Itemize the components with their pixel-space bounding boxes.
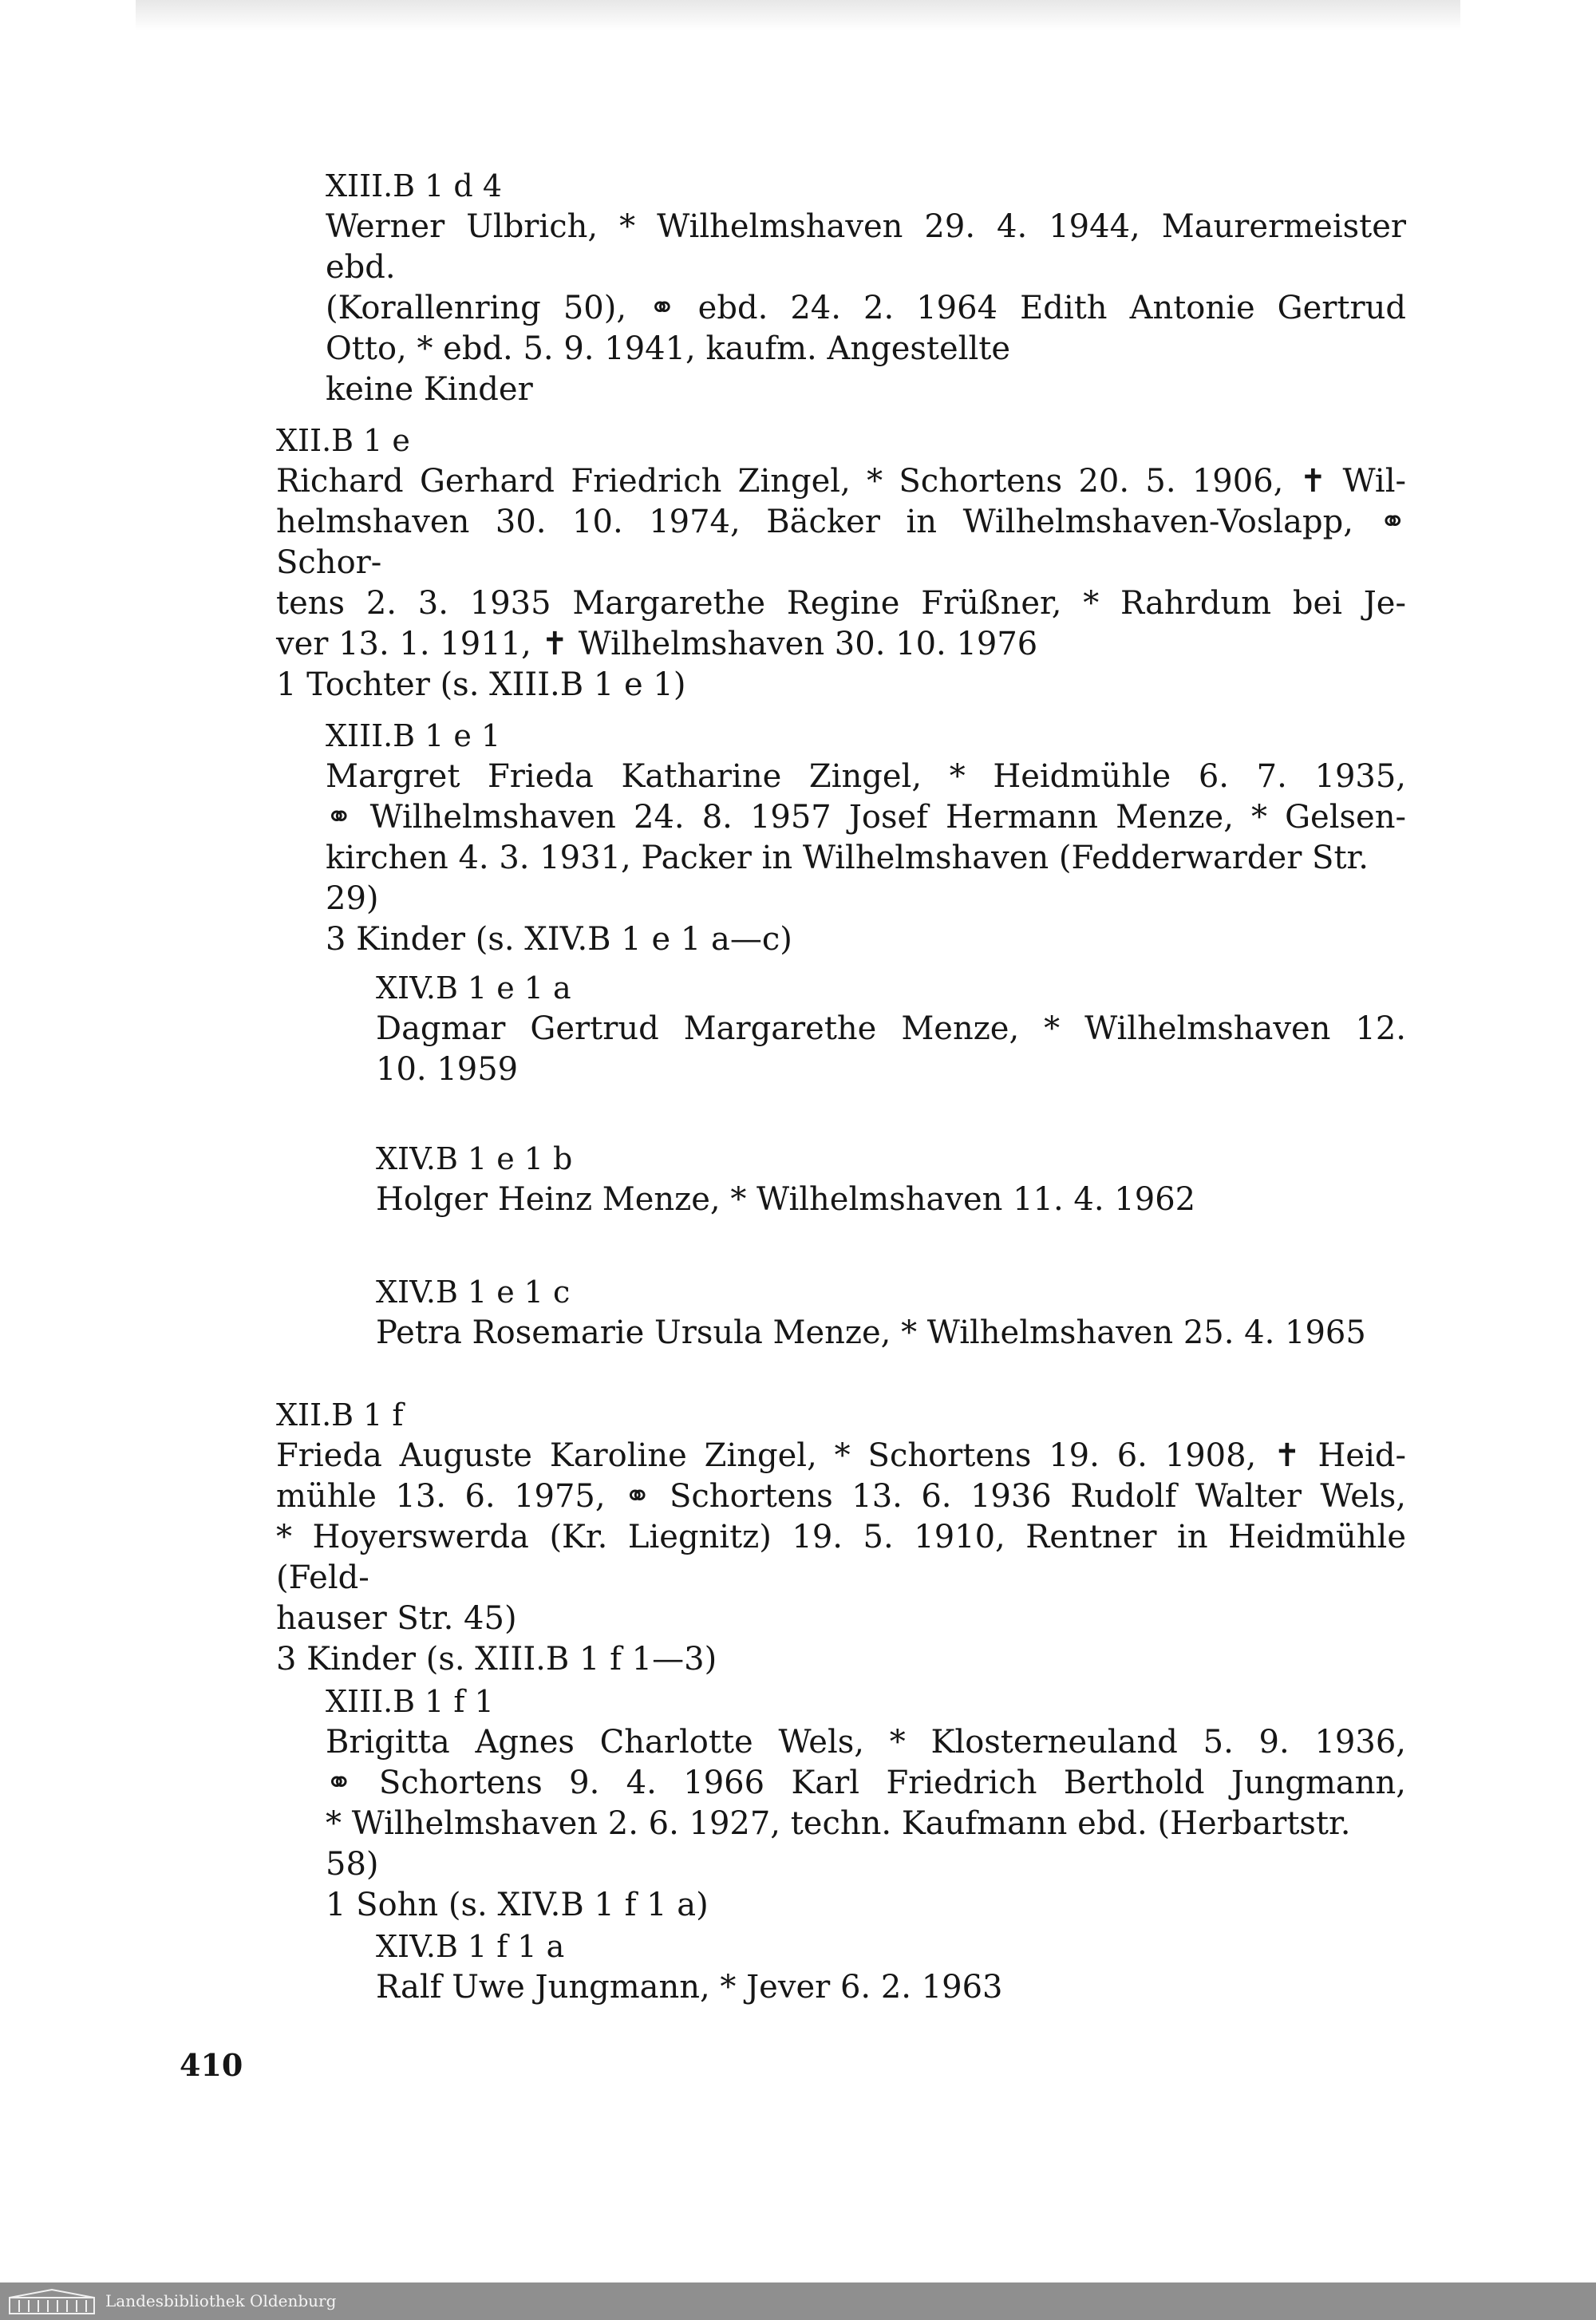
entry-text <box>276 1436 1406 1639</box>
entry-line: Frieda Auguste Karoline Zingel, * Schortens 19. 6. 1908, ✝ Heid- <box>276 1437 1406 1474</box>
library-building-icon <box>8 2288 96 2315</box>
entry-line: * Hoyerswerda (Kr. Liegnitz) 19. 5. 1910, Rentner in Heidmühle (Feld- <box>276 1519 1406 1596</box>
entry-line: Brigitta Agnes Charlotte Wels, * Klosterneuland 5. 9. 1936, <box>326 1724 1406 1761</box>
entry-id: XII.B 1 e <box>276 423 410 458</box>
genealogy-entry <box>326 716 1406 960</box>
entry-line: Richard Gerhard Friedrich Zingel, * Schortens 20. 5. 1906, ✝ Wil- <box>276 463 1406 500</box>
entry-line: kirchen 4. 3. 1931, Packer in Wilhelmshaven (Fedderwarder Str. 29) <box>326 840 1369 917</box>
genealogy-entry <box>376 1927 1406 2008</box>
library-name: Landesbibliothek Oldenburg <box>105 2291 337 2310</box>
entry-line: Ralf Uwe Jungmann, * Jever 6. 2. 1963 <box>376 1969 1003 2006</box>
entry-children: 3 Kinder (s. XIV.B 1 e 1 a—c) <box>326 921 792 958</box>
entry-id: XIV.B 1 e 1 c <box>376 1275 571 1310</box>
genealogy-entry <box>376 1272 1406 1354</box>
entry-id: XII.B 1 f <box>276 1397 404 1433</box>
entry-text <box>326 757 1406 919</box>
entry-text <box>376 1180 1406 1220</box>
entry-id: XIV.B 1 f 1 a <box>376 1929 565 1964</box>
entry-children: 1 Sohn (s. XIV.B 1 f 1 a) <box>326 1887 709 1923</box>
genealogy-entry <box>326 166 1406 410</box>
entry-line: Dagmar Gertrud Margarethe Menze, * Wilhelmshaven 12. <box>376 1010 1406 1047</box>
entry-line: Petra Rosemarie Ursula Menze, * Wilhelmshaven 25. 4. 1965 <box>376 1314 1366 1351</box>
entry-children: 3 Kinder (s. XIII.B 1 f 1—3) <box>276 1641 717 1678</box>
entry-line: Otto, * ebd. 5. 9. 1941, kaufm. Angestellte <box>326 330 1011 367</box>
genealogy-entry <box>276 1395 1406 1680</box>
entry-line: ⚭ Schortens 9. 4. 1966 Karl Friedrich Berthold Jungmann, <box>326 1765 1406 1801</box>
library-footer-bar <box>0 2282 1596 2320</box>
genealogy-entry <box>276 421 1406 705</box>
scan-shadow <box>136 0 1460 30</box>
genealogy-entry <box>326 1682 1406 1926</box>
entry-line: (Korallenring 50), ⚭ ebd. 24. 2. 1964 Edith Antonie Gertrud <box>326 290 1406 326</box>
entry-id: XIII.B 1 f 1 <box>326 1684 494 1719</box>
entry-text <box>326 1722 1406 1885</box>
entry-id: XIII.B 1 e 1 <box>326 718 501 753</box>
entry-id: XIV.B 1 e 1 b <box>376 1141 573 1176</box>
entry-children: 1 Tochter (s. XIII.B 1 e 1) <box>276 666 686 703</box>
entry-line: ver 13. 1. 1911, ✝ Wilhelmshaven 30. 10. 1976 <box>276 626 1038 662</box>
entry-line: Holger Heinz Menze, * Wilhelmshaven 11. 4. 1962 <box>376 1181 1196 1218</box>
entry-text <box>376 1009 1406 1090</box>
entry-line: helmshaven 30. 10. 1974, Bäcker in Wilhelmshaven-Voslapp, ⚭ Schor- <box>276 504 1406 581</box>
entry-line: Margret Frieda Katharine Zingel, * Heidmühle 6. 7. 1935, <box>326 758 1406 795</box>
entry-text <box>376 1313 1406 1354</box>
entry-line: Werner Ulbrich, * Wilhelmshaven 29. 4. 1944, Maurermeister ebd. <box>326 208 1406 286</box>
entry-text <box>326 207 1406 370</box>
genealogy-entry <box>376 1139 1406 1220</box>
page-number: 410 <box>180 2047 243 2083</box>
entry-line: ⚭ Wilhelmshaven 24. 8. 1957 Josef Hermann Menze, * Gelsen- <box>326 799 1406 836</box>
entry-line: * Wilhelmshaven 2. 6. 1927, techn. Kaufmann ebd. (Herbartstr. 58) <box>326 1805 1351 1883</box>
entry-line: hauser Str. 45) <box>276 1600 517 1637</box>
entry-line: mühle 13. 6. 1975, ⚭ Schortens 13. 6. 1936 Rudolf Walter Wels, <box>276 1478 1406 1515</box>
entry-text <box>276 461 1406 665</box>
entry-text <box>376 1967 1406 2008</box>
genealogy-entry <box>376 968 1406 1090</box>
entry-line: tens 2. 3. 1935 Margarethe Regine Früßner, * Rahrdum bei Je- <box>276 585 1406 622</box>
entry-children: keine Kinder <box>326 371 533 408</box>
entry-id: XIV.B 1 e 1 a <box>376 970 571 1006</box>
entry-id: XIII.B 1 d 4 <box>326 168 503 204</box>
entry-line: 10. 1959 <box>376 1051 519 1088</box>
